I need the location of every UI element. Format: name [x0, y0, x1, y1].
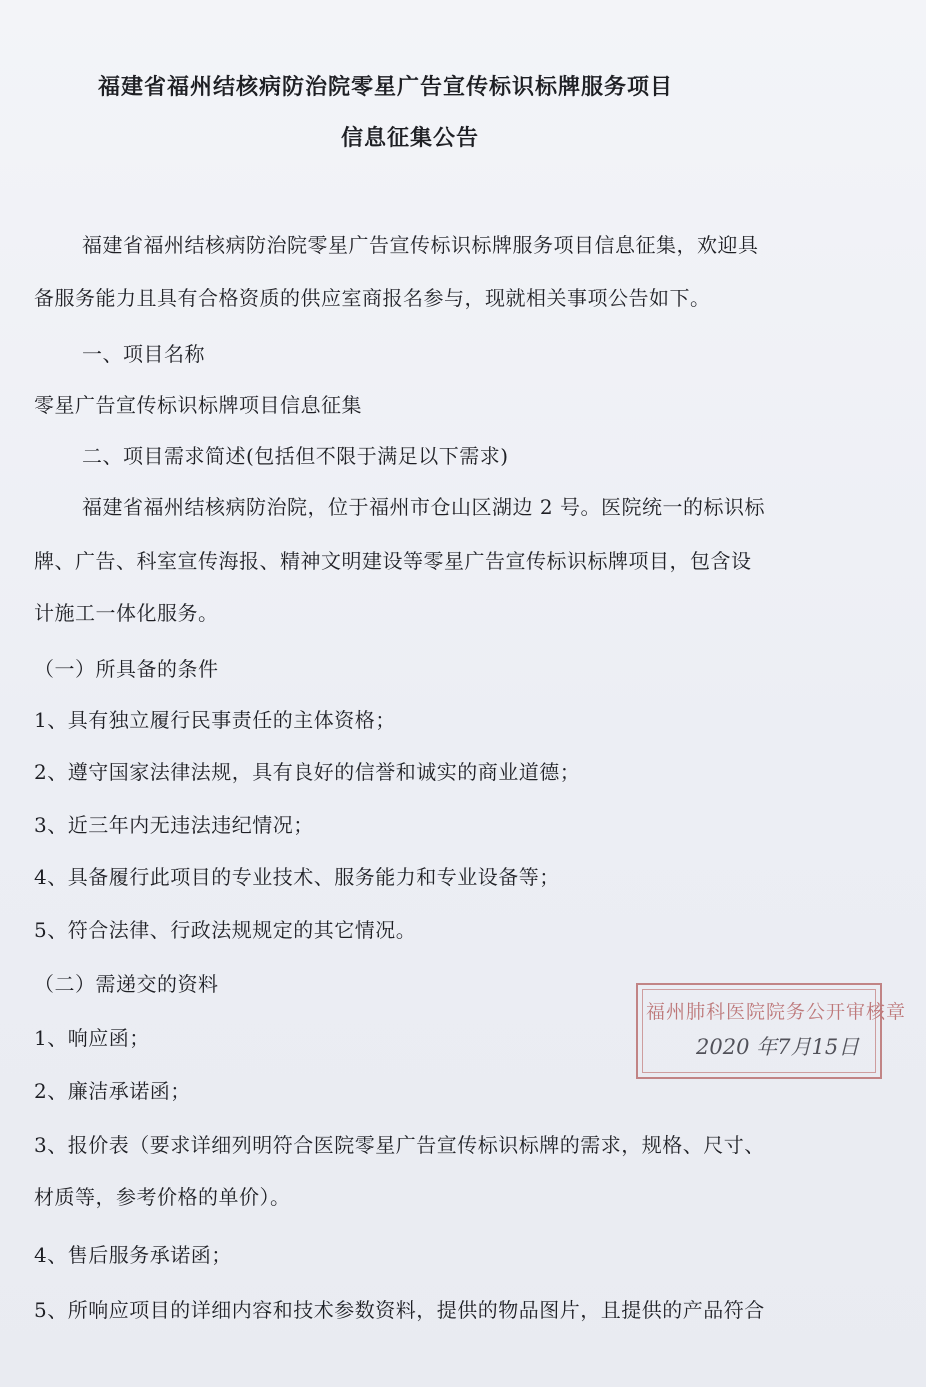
material-item: 3、报价表（要求详细列明符合医院零星广告宣传标识标牌的需求，规格、尺寸、 [34, 1133, 765, 1157]
condition-item: 1、具有独立履行民事责任的主体资格； [34, 708, 396, 732]
description-line3: 计施工一体化服务。 [34, 601, 219, 625]
condition-item: 2、遵守国家法律法规，具有良好的信誉和诚实的商业道德； [34, 760, 581, 784]
materials-heading: （二）需递交的资料 [34, 972, 219, 996]
document-title-line1: 福建省福州结核病防治院零星广告宣传标识标牌服务项目 [98, 74, 674, 100]
review-stamp [636, 983, 907, 1079]
document-title-line2: 信息征集公告 [341, 125, 480, 151]
stamp-date: 2020 年7月15日 [696, 1035, 860, 1059]
material-item: 1、响应函； [34, 1026, 150, 1050]
condition-item: 5、符合法律、行政法规规定的其它情况。 [34, 918, 417, 942]
material-item-continuation: 材质等，参考价格的单价）。 [34, 1185, 291, 1209]
material-item: 2、廉洁承诺函； [34, 1079, 191, 1103]
project-name: 零星广告宣传标识标牌项目信息征集 [34, 393, 362, 417]
intro-line2: 备服务能力且具有合格资质的供应室商报名参与，现就相关事项公告如下。 [34, 286, 711, 310]
description-line1: 福建省福州结核病防治院，位于福州市仓山区湖边 2 号。医院统一的标识标 [82, 495, 765, 519]
conditions-heading: （一）所具备的条件 [34, 657, 219, 681]
material-item: 5、所响应项目的详细内容和技术参数资料，提供的物品图片，且提供的产品符合 [34, 1298, 765, 1322]
section1-heading: 一、项目名称 [82, 342, 205, 366]
condition-item: 3、近三年内无违法违纪情况； [34, 813, 314, 837]
description-line2: 牌、广告、科室宣传海报、精神文明建设等零星广告宣传标识标牌项目，包含设 [34, 549, 752, 573]
section2-heading: 二、项目需求简述(包括但不限于满足以下需求) [82, 444, 509, 468]
material-item: 4、售后服务承诺函； [34, 1243, 232, 1267]
intro-line1: 福建省福州结核病防治院零星广告宣传标识标牌服务项目信息征集，欢迎具 [82, 233, 759, 257]
stamp-name: 福州肺科医院院务公开审核章 [646, 1001, 907, 1023]
condition-item: 4、具备履行此项目的专业技术、服务能力和专业设备等； [34, 865, 560, 889]
